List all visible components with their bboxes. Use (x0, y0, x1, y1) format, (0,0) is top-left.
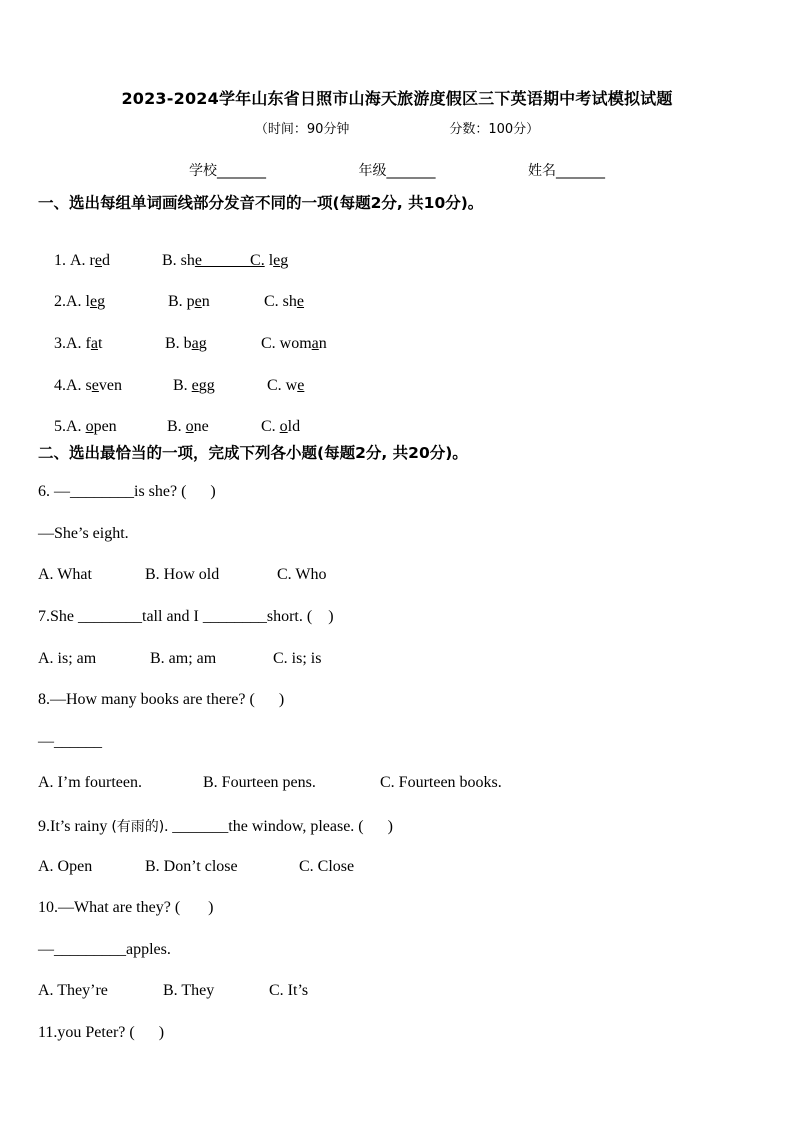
question-8-stem: 8.—How many books are there? ( ) (38, 691, 285, 708)
q9-option-b[interactable]: B. Don’t close (145, 858, 238, 875)
q4-option-c[interactable]: C. we (267, 377, 305, 394)
q6-option-b[interactable]: B. How old (145, 566, 220, 583)
question-6-options (38, 566, 326, 584)
q1-option-c[interactable]: C. leg (250, 252, 289, 269)
question-9-options (38, 858, 354, 876)
section-1-heading: 一、选出每组单词画线部分发音不同的一项(每题2分, 共10分)。 (38, 194, 484, 212)
grade-field[interactable]: 年级_______ (358, 163, 436, 179)
question-8-answer: —______ (38, 733, 102, 750)
total-score: 分数：100分） (449, 122, 540, 137)
question-10-stem: 10.—What are they? ( ) (38, 899, 214, 916)
q3-option-b[interactable]: B. bag (165, 335, 207, 352)
question-7-stem: 7.She ________tall and I ________short. ( ) (38, 608, 334, 625)
question-9-stem (38, 816, 393, 836)
question-7-options (38, 650, 321, 668)
q9-option-a[interactable]: A. Open (38, 858, 93, 875)
q5-option-b[interactable]: B. one (167, 418, 209, 435)
q2-option-c[interactable]: C. she (264, 293, 305, 310)
q7-option-a[interactable]: A. is; am (38, 650, 97, 667)
q3-number: 3. (54, 335, 66, 352)
time-limit: （时间：90分钟 (254, 122, 350, 137)
q8-option-a[interactable]: A. I’m fourteen. (38, 774, 142, 791)
q1-option-a[interactable]: A. red (70, 252, 110, 269)
q7-option-c[interactable]: C. is; is (273, 650, 322, 667)
student-info (0, 160, 794, 180)
q2-option-b[interactable]: B. pen (168, 293, 210, 310)
school-field[interactable]: 学校_______ (189, 163, 267, 179)
question-10-options (38, 982, 308, 1000)
q9-stem-start: 9.It’s rainy (38, 818, 112, 835)
page-title: 2023-2024学年山东省日照市山海天旅游度假区三下英语期中考试模拟试题 (121, 89, 673, 108)
q9-stem-end: . _______the window, please. ( ) (164, 818, 393, 835)
question-8-options (38, 774, 502, 792)
q4-number: 4. (54, 377, 66, 394)
q10-option-c[interactable]: C. It’s (269, 982, 309, 999)
question-6-answer: —She’s eight. (38, 525, 129, 542)
q5-option-c[interactable]: C. old (261, 418, 301, 435)
q9-option-c[interactable]: C. Close (299, 858, 355, 875)
q5-option-a[interactable]: A. open (66, 418, 117, 435)
name-field[interactable]: 姓名_______ (527, 163, 605, 179)
q9-chinese-gloss: (有雨的) (111, 819, 165, 835)
q10-option-a[interactable]: A. They’re (38, 982, 108, 999)
q3-option-c[interactable]: C. woman (261, 335, 327, 352)
question-10-answer: —_________apples. (38, 941, 171, 958)
q8-option-c[interactable]: C. Fourteen books. (380, 774, 502, 791)
question-11-stem: 11.you Peter? ( ) (38, 1024, 165, 1041)
q2-number: 2. (54, 293, 66, 310)
q7-option-b[interactable]: B. am; am (150, 650, 217, 667)
question-6-stem: 6. —________is she? ( ) (38, 483, 216, 500)
q10-option-b[interactable]: B. They (163, 982, 215, 999)
q2-option-a[interactable]: A. leg (66, 293, 106, 310)
q5-number: 5. (54, 418, 66, 435)
q8-option-b[interactable]: B. Fourteen pens. (203, 774, 316, 791)
q6-option-a[interactable]: A. What (38, 566, 92, 583)
q4-option-b[interactable]: B. egg (173, 377, 215, 394)
q4-option-a[interactable]: A. seven (66, 377, 122, 394)
q3-option-a[interactable]: A. fat (66, 335, 103, 352)
q1-number: 1. (54, 252, 70, 269)
q6-option-c[interactable]: C. Who (277, 566, 327, 583)
exam-meta (0, 118, 794, 137)
q1-option-b[interactable]: B. she______ (162, 252, 251, 269)
section-2-heading: 二、选出最恰当的一项，完成下列各小题(每题2分, 共20分)。 (38, 444, 468, 462)
